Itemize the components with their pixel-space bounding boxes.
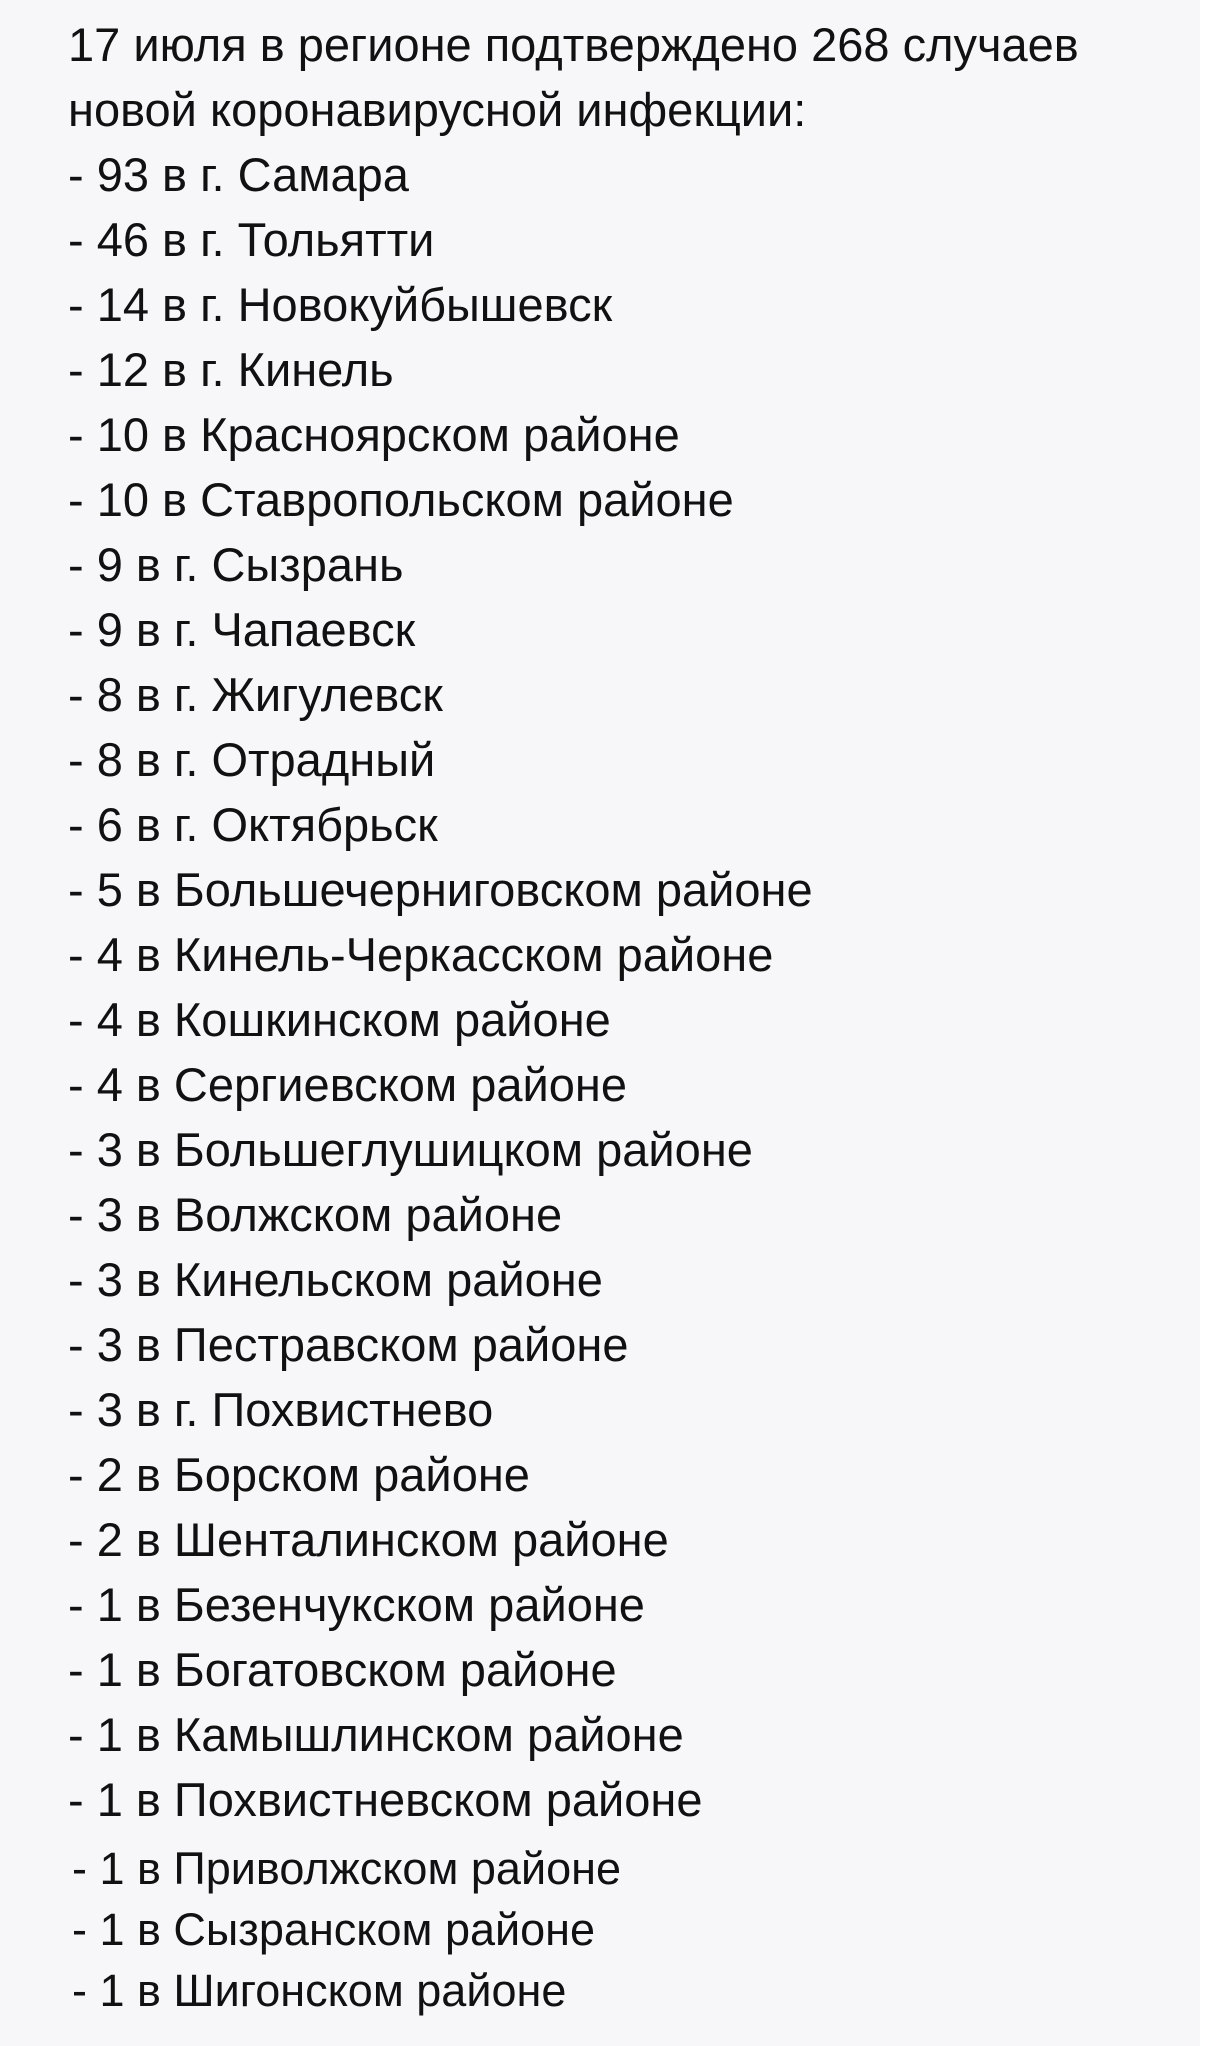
- list-item: - 1 в Богатовском районе: [68, 1643, 617, 1696]
- list-item: - 4 в Кинель-Черкасском районе: [68, 928, 774, 981]
- list-item: - 1 в Шигонском районе: [72, 1965, 567, 2016]
- list-item: - 1 в Приволжском районе: [72, 1843, 621, 1894]
- list-item: - 2 в Шенталинском районе: [68, 1513, 669, 1566]
- case-report-text-continued: [72, 1838, 1172, 2021]
- intro-line-1: 17 июля в регионе подтверждено 268 случаев: [68, 18, 1079, 71]
- list-item: - 8 в г. Отрадный: [68, 733, 436, 786]
- list-item: - 1 в Камышлинском районе: [68, 1708, 684, 1761]
- list-item: - 46 в г. Тольятти: [68, 213, 435, 266]
- right-edge-strip: [1200, 0, 1214, 2046]
- list-item: - 4 в Сергиевском районе: [68, 1058, 627, 1111]
- list-item: - 1 в Похвистневском районе: [68, 1773, 703, 1826]
- list-item: - 9 в г. Чапаевск: [68, 603, 416, 656]
- list-item: - 1 в Сызранском районе: [72, 1904, 596, 1955]
- list-item: - 2 в Борском районе: [68, 1448, 530, 1501]
- list-item: - 14 в г. Новокуйбышевск: [68, 278, 613, 331]
- list-item: - 3 в Пестравском районе: [68, 1318, 629, 1371]
- list-item: - 6 в г. Октябрьск: [68, 798, 438, 851]
- list-item: - 1 в Безенчукском районе: [68, 1578, 645, 1631]
- list-item: - 9 в г. Сызрань: [68, 538, 404, 591]
- list-item: - 4 в Кошкинском районе: [68, 993, 611, 1046]
- list-item: - 93 в г. Самара: [68, 148, 409, 201]
- list-item: - 3 в Волжском районе: [68, 1188, 563, 1241]
- list-item: - 3 в Кинельском районе: [68, 1253, 603, 1306]
- intro-line-2: новой коронавирусной инфекции:: [68, 83, 807, 136]
- list-item: - 3 в Большеглушицком районе: [68, 1123, 753, 1176]
- list-item: - 12 в г. Кинель: [68, 343, 394, 396]
- list-item: - 5 в Большечерниговском районе: [68, 863, 813, 916]
- list-item: - 3 в г. Похвистнево: [68, 1383, 494, 1436]
- list-item: - 10 в Красноярском районе: [68, 408, 680, 461]
- list-item: - 10 в Ставропольском районе: [68, 473, 734, 526]
- case-report-text: [68, 12, 1188, 1832]
- list-item: - 8 в г. Жигулевск: [68, 668, 443, 721]
